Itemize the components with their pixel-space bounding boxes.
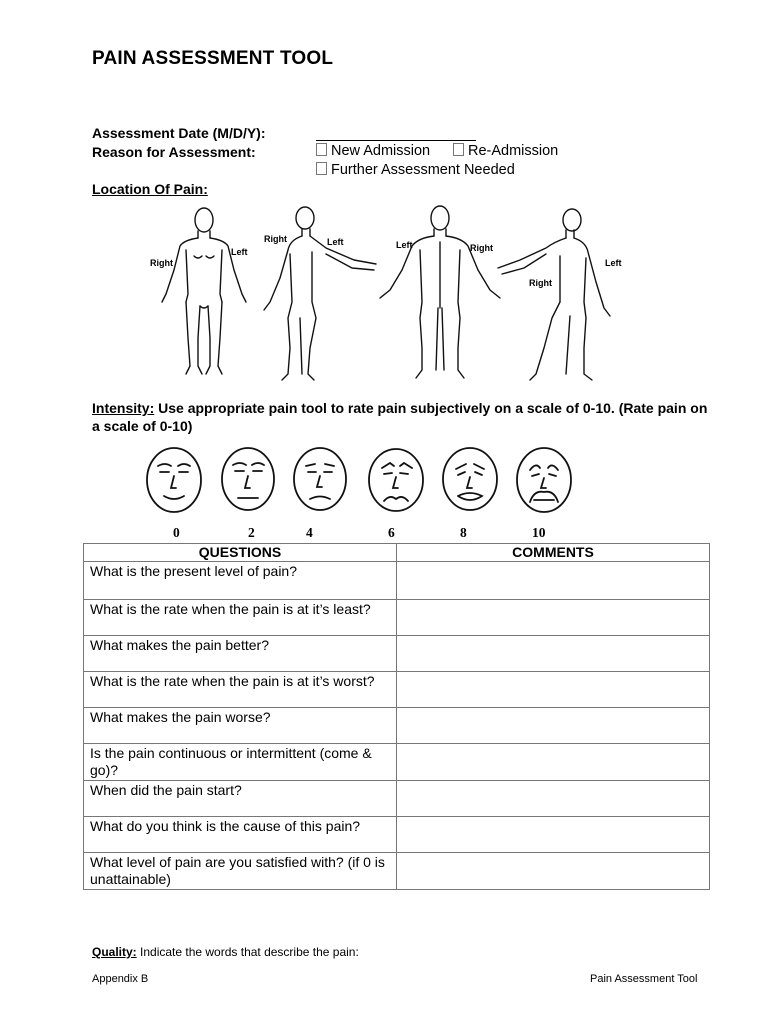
questions-header: QUESTIONS xyxy=(84,544,397,562)
re-admission-label: Re-Admission xyxy=(468,143,559,159)
question-cell: What is the rate when the pain is at it’s worst? xyxy=(84,672,397,708)
table-row xyxy=(84,853,710,890)
further-assessment-label: Further Assessment Needed xyxy=(331,162,515,178)
comment-cell[interactable] xyxy=(397,853,710,890)
table-row xyxy=(84,708,710,744)
pain-faces-scale[interactable] xyxy=(138,444,578,520)
side2-right-label: Right xyxy=(529,278,552,288)
question-cell: What makes the pain worse? xyxy=(84,708,397,744)
footer-left: Appendix B xyxy=(92,973,149,985)
quality-label: Quality: xyxy=(92,945,137,959)
scale-number-4: 4 xyxy=(306,525,313,540)
table-row xyxy=(84,781,710,817)
front-right-label: Right xyxy=(150,258,173,268)
face-4-icon[interactable] xyxy=(294,448,346,510)
side1-right-label: Right xyxy=(264,234,287,244)
comment-cell[interactable] xyxy=(397,744,710,781)
intensity-label: Intensity: xyxy=(92,400,155,416)
face-0-icon[interactable] xyxy=(147,448,201,512)
back-right-label: Right xyxy=(470,243,493,253)
face-6-icon[interactable] xyxy=(369,449,423,511)
checkbox-icon[interactable] xyxy=(316,143,327,156)
side2-left-label: Left xyxy=(605,258,622,268)
scale-number-8: 8 xyxy=(460,525,467,540)
quality-line xyxy=(92,945,359,959)
table-row xyxy=(84,817,710,853)
assessment-date-field[interactable] xyxy=(316,140,476,141)
question-cell: What is the rate when the pain is at it’s least? xyxy=(84,600,397,636)
reason-label: Reason for Assessment: xyxy=(92,144,256,160)
question-cell: What is the present level of pain? xyxy=(84,562,397,600)
question-cell: What makes the pain better? xyxy=(84,636,397,672)
new-admission-option[interactable] xyxy=(316,143,430,159)
scale-number-6: 6 xyxy=(388,525,395,540)
comments-header: COMMENTS xyxy=(397,544,710,562)
comment-cell[interactable] xyxy=(397,636,710,672)
questions-table xyxy=(83,543,710,890)
further-assessment-option[interactable] xyxy=(316,162,515,178)
side1-left-label: Left xyxy=(327,237,344,247)
assessment-date-label: Assessment Date (M/D/Y): xyxy=(92,125,266,141)
intensity-instructions xyxy=(92,399,712,435)
scale-number-2: 2 xyxy=(248,525,255,540)
question-cell: When did the pain start? xyxy=(84,781,397,817)
table-row xyxy=(84,600,710,636)
intensity-text: Use appropriate pain tool to rate pain subjectively on a scale of 0-10. (Rate pain on a scale of 0-10) xyxy=(92,400,708,434)
front-body-figure[interactable] xyxy=(162,208,246,374)
comment-cell[interactable] xyxy=(397,562,710,600)
comment-cell[interactable] xyxy=(397,672,710,708)
new-admission-label: New Admission xyxy=(331,143,431,159)
back-left-label: Left xyxy=(396,240,413,250)
comment-cell[interactable] xyxy=(397,817,710,853)
question-cell: What level of pain are you satisfied with? (if 0 is unattainable) xyxy=(84,853,397,890)
face-10-icon[interactable] xyxy=(517,448,571,512)
scale-number-10: 10 xyxy=(532,525,546,540)
re-admission-option[interactable] xyxy=(453,143,558,159)
face-2-icon[interactable] xyxy=(222,448,274,510)
table-header-row xyxy=(84,544,710,562)
side-body-figure-2[interactable] xyxy=(498,209,610,380)
table-row xyxy=(84,562,710,600)
checkbox-icon[interactable] xyxy=(453,143,464,156)
face-8-icon[interactable] xyxy=(443,448,497,510)
table-row xyxy=(84,744,710,781)
table-row xyxy=(84,636,710,672)
scale-number-0: 0 xyxy=(173,525,180,540)
side-body-figure-1[interactable] xyxy=(264,207,376,380)
location-label: Location Of Pain: xyxy=(92,181,208,197)
comment-cell[interactable] xyxy=(397,600,710,636)
table-row xyxy=(84,672,710,708)
page-title: PAIN ASSESSMENT TOOL xyxy=(92,48,334,69)
checkbox-icon[interactable] xyxy=(316,162,327,175)
back-body-figure[interactable] xyxy=(380,206,500,378)
question-cell: What do you think is the cause of this pain? xyxy=(84,817,397,853)
body-diagram[interactable] xyxy=(140,198,640,396)
question-cell: Is the pain continuous or intermittent (come & go)? xyxy=(84,744,397,781)
comment-cell[interactable] xyxy=(397,708,710,744)
front-left-label: Left xyxy=(231,247,248,257)
quality-text: Indicate the words that describe the pain: xyxy=(136,945,359,959)
footer-right: Pain Assessment Tool xyxy=(590,973,698,985)
comment-cell[interactable] xyxy=(397,781,710,817)
